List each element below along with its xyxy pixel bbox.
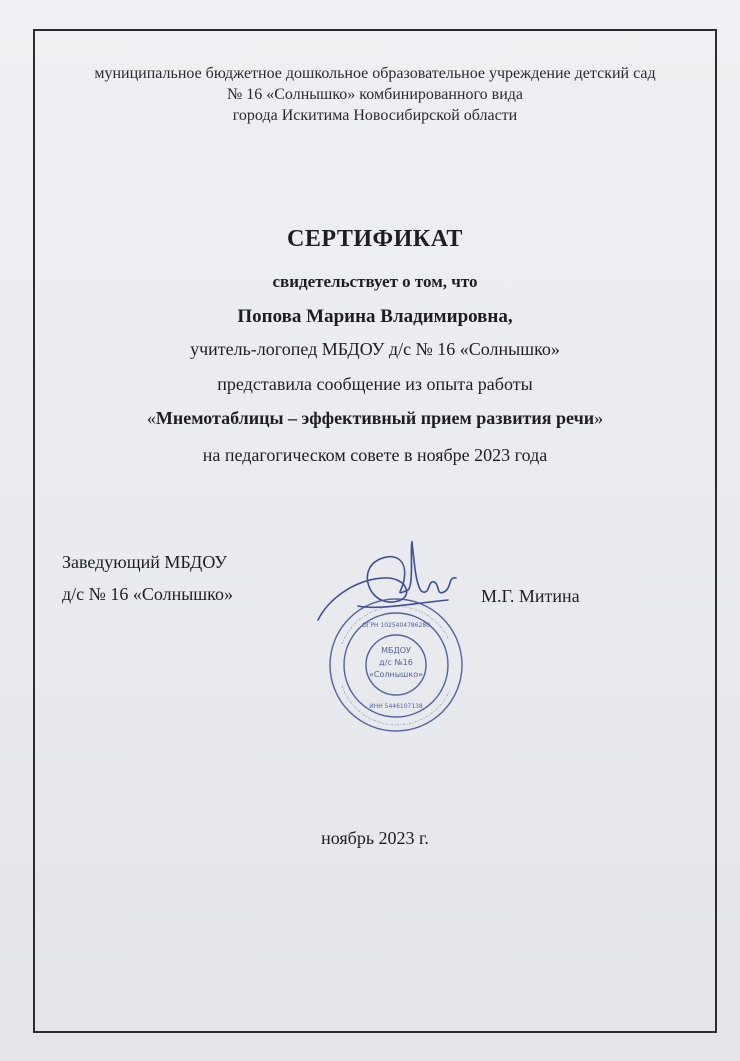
header-line-2: № 16 «Солнышко» комбинированного вида [226,86,523,103]
intro-text: свидетельствует о том, что [272,272,478,291]
page-border [33,29,717,1033]
signature-scribble [318,542,456,620]
recipient-position: учитель-логопед МБДОУ д/с № 16 «Солнышко» [190,339,560,359]
signer-role-line-2: д/с № 16 «Солнышко» [62,584,233,604]
official-stamp [298,540,473,735]
event-text: на педагогическом совете в ноябре 2023 года [202,445,548,465]
action-text: представила сообщение из опыта работы [217,374,533,394]
header-line-3: города Искитима Новосибирской области [232,107,518,124]
signer-name: М.Г. Митина [481,586,580,606]
topic-close-quote: » [594,408,604,428]
topic-title: Мнемотаблицы – эффективный прием развития речи [155,408,595,428]
stamp-center-line-1: МБДОУ [381,646,411,655]
stamp-ogrn: ОГРН 1025404786280 [361,622,431,629]
stamp-center-line-2: д/с №16 [379,658,413,667]
signer-role-line-1: Заведующий МБДОУ [62,552,228,572]
stamp-center-line-3: «Солнышко» [369,670,423,679]
topic-line [33,408,717,429]
topic-open-quote: « [146,408,156,428]
header-line-1: муниципальное бюджетное дошкольное образовательное учреждение детский сад [94,65,656,82]
issue-date: ноябрь 2023 г. [321,828,429,848]
certificate-title: СЕРТИФИКАТ [287,226,463,252]
signer-role [62,546,233,610]
institution-header [33,63,717,126]
recipient-name: Попова Марина Владимировна, [237,306,513,327]
stamp-inn: ИНН 5446107138 [369,703,423,710]
